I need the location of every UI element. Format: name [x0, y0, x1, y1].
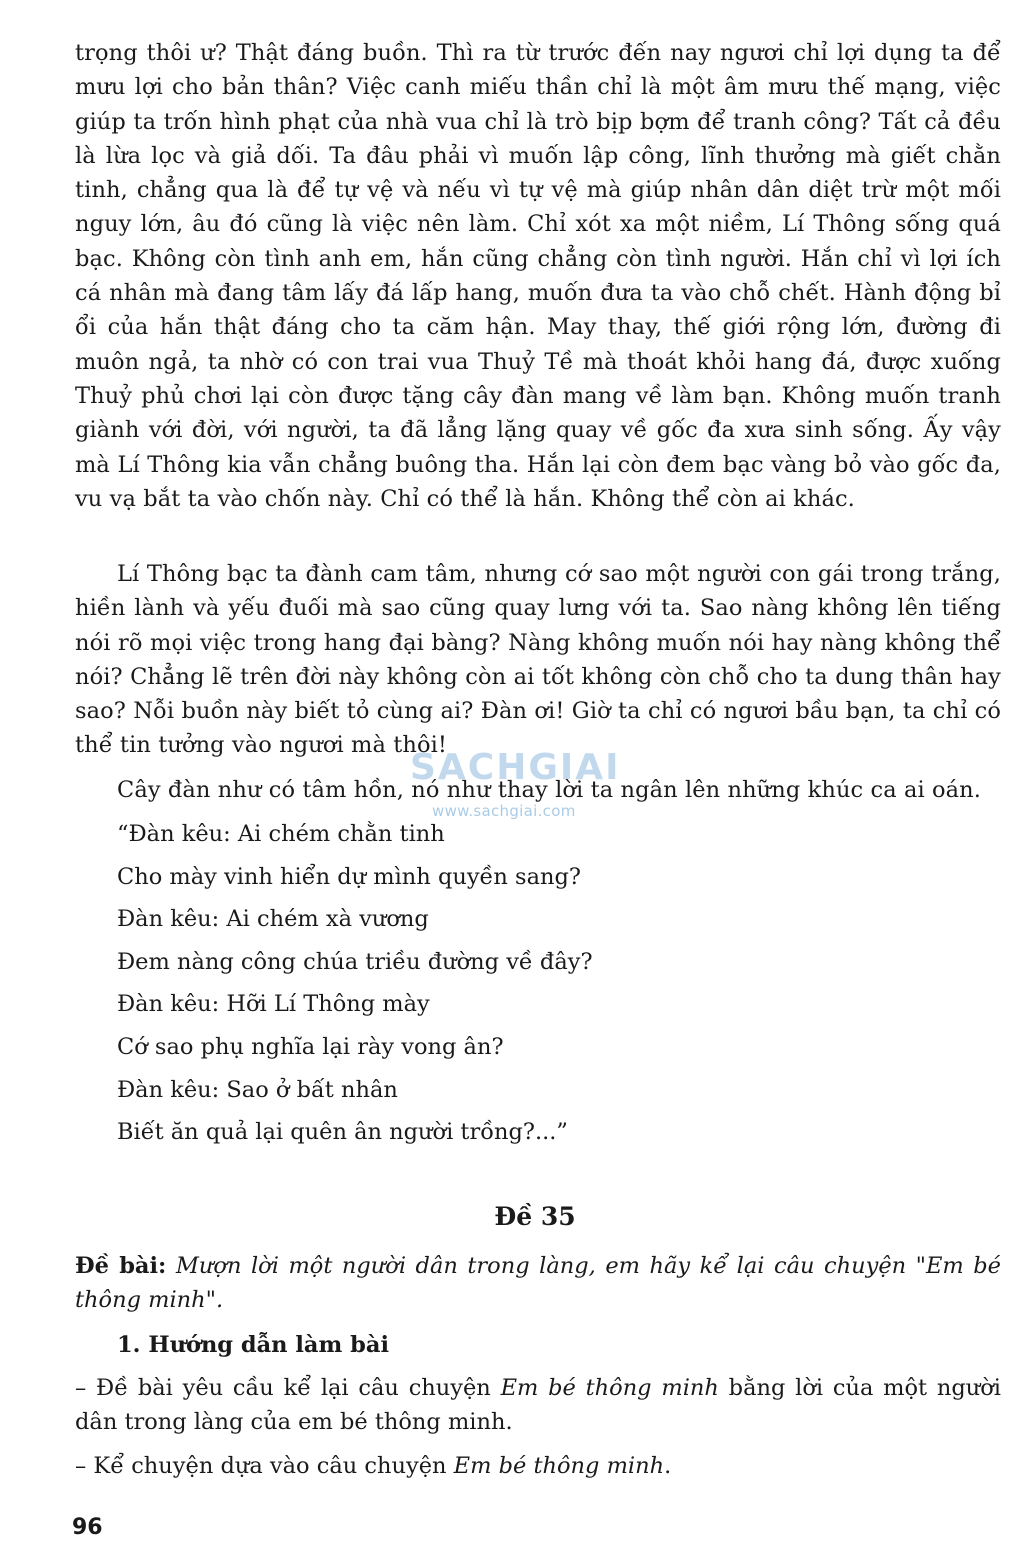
poem-line: Đem nàng công chúa triều đường về đây? — [117, 948, 593, 975]
exercise-heading: Đề 35 — [494, 1202, 576, 1231]
poem-line: Đàn kêu: Hỡi Lí Thông mày — [117, 991, 430, 1018]
exercise-prompt — [75, 1249, 1001, 1318]
poem-line: Đàn kêu: Ai chém xà vương — [117, 906, 429, 933]
poem-line: “Đàn kêu: Ai chém chằn tinh — [117, 821, 445, 847]
story-title: Em bé thông minh — [453, 1453, 665, 1479]
story-title: Em bé thông minh — [500, 1375, 719, 1401]
prompt-text: Mượn lời một người dân trong làng, em hãy kể lại câu chuyện "Em bé thông minh". — [75, 1253, 1001, 1314]
guidance-text: bằng lời của một người dân trong làng của em bé thông minh. — [75, 1375, 1001, 1436]
poem-line: Biết ăn quả lại quên ân người trồng?...” — [117, 1119, 568, 1146]
watermark-logo: SACHGIAI — [410, 747, 621, 788]
guidance-text: – Đề bài yêu cầu kể lại câu chuyện — [75, 1375, 501, 1401]
guidance-text: – Kể chuyện dựa vào câu chuyện — [75, 1453, 454, 1479]
section-heading: 1. Hướng dẫn làm bài — [117, 1332, 389, 1358]
body-paragraph — [75, 557, 1001, 763]
guidance-text: . — [664, 1453, 672, 1479]
poem-line: Đàn kêu: Sao ở bất nhân — [117, 1076, 398, 1103]
poem-block — [117, 813, 997, 1154]
prompt-label: Đề bài: — [75, 1253, 167, 1279]
guidance-item — [75, 1371, 1001, 1440]
guidance-item — [75, 1449, 1001, 1483]
paragraph-text: Cây đàn như có tâm hồn, nó như thay lời ta ngân lên những khúc ca ai oán. — [117, 777, 982, 803]
body-paragraph — [75, 36, 1001, 516]
page-number: 96 — [72, 1515, 103, 1540]
paragraph-text: Lí Thông bạc ta đành cam tâm, nhưng cớ sao một người con gái trong trắng, hiền lành và yếu đuối mà sao cũng quay lưng với ta. Sao nàng không lên tiếng nói rõ mọi việc trong hang đại bàng? Nàng không muốn nói hay nàng không thể nói? Chẳng lẽ trên đời này không còn ai tốt không còn chỗ cho ta dung thân hay sao? Nỗi buồn này biết tỏ cùng ai? Đàn ơi! Giờ ta chỉ có ngươi bầu bạn, ta chỉ có thể tin tưởng vào ngươi mà thôi! — [75, 561, 1001, 759]
paragraph-text: trọng thôi ư? Thật đáng buồn. Thì ra từ trước đến nay ngươi chỉ lợi dụng ta để mưu lợi cho bản thân? Việc canh miếu thần chỉ là một âm mưu thế mạng, việc giúp ta trốn hình phạt của nhà vua chỉ là trò bịp bợm để tranh công? Tất cả đều là lừa lọc và giả dối. Ta đâu phải vì muốn lập công, lĩnh thưởng mà giết chằn tinh, chẳng qua là để tự vệ và nếu vì tự vệ mà giúp nhân dân diệt trừ một mối nguy lớn, âu đó cũng là việc nên làm. Chỉ xót xa một niềm, Lí Thông sống quá bạc. Không còn tình anh em, hắn cũng chẳng còn tình người. Hắn chỉ vì lợi ích cá nhân mà đang tâm lấy đá lấp hang, muốn đưa ta vào chỗ chết. Hành động bỉ ổi của hắn thật đáng cho ta căm hận. May thay, thế giới rộng lớn, đường đi muôn ngả, ta nhờ có con trai vua Thuỷ Tề mà thoát khỏi hang đá, được xuống Thuỷ phủ chơi lại còn được tặng cây đàn mang về làm bạn. Không muốn tranh giành với đời, với người, ta đã lẳng lặng quay về gốc đa xưa sinh sống. Ấy vậy mà Lí Thông kia vẫn chẳng buông tha. Hắn lại còn đem bạc vàng bỏ vào gốc đa, vu vạ bắt ta vào chốn này. Chỉ có thể là hắn. Không thể còn ai khác. — [75, 40, 1001, 512]
poem-line: Cho mày vinh hiển dự mình quyền sang? — [117, 863, 581, 890]
watermark-url: www.sachgiai.com — [432, 802, 576, 820]
body-paragraph — [75, 773, 1001, 807]
poem-line: Cớ sao phụ nghĩa lại rày vong ân? — [117, 1033, 504, 1060]
